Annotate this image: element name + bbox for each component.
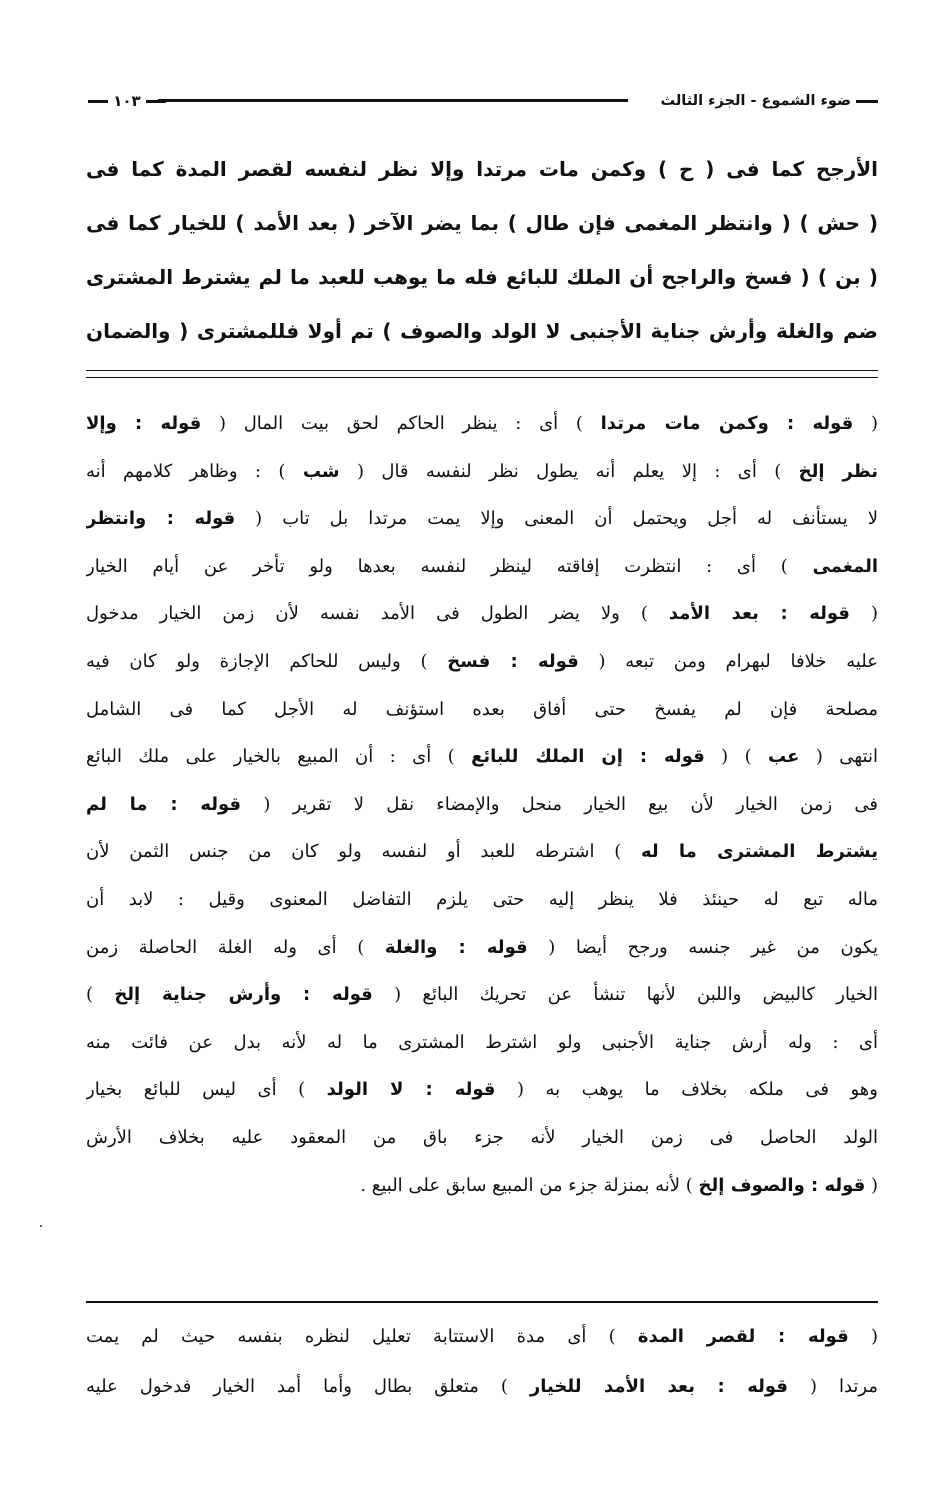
- running-header: [88, 88, 878, 114]
- commentary-line: [86, 971, 878, 1019]
- commentary-line: [86, 400, 878, 448]
- line-text: وهو فى ملكه بخلاف ما يوهب به (: [495, 1079, 878, 1101]
- page-number-dash-right: [146, 100, 166, 103]
- line-text: ) : وظاهر كلامهم أنه: [86, 460, 303, 482]
- line-text: (: [849, 603, 878, 625]
- line-text: يكون من غير جنسه ورجح أيضا (: [527, 936, 878, 958]
- line-text: مرتدا (: [787, 1376, 878, 1397]
- line-text: ) أى : أن المبيع بالخيار على ملك البائع: [86, 746, 472, 768]
- line-text: أى : وله أرش جناية الأجنبى ولو اشترط المشترى ما له لأنه بدل عن فائت منه: [86, 1031, 878, 1053]
- lemma-heading: قوله : وأرش جناية إلخ: [114, 984, 373, 1006]
- header-dash-right: [856, 100, 878, 103]
- main-text-line: ضم والغلة وأرش جناية الأجنبى لا الولد والصوف ) تم أولا فللمشترى ( والضمان: [86, 319, 878, 343]
- section-divider: [86, 370, 878, 378]
- commentary-line: [86, 638, 878, 686]
- lemma-heading: المغمى: [812, 555, 878, 577]
- lemma-heading: قوله : لقصر المدة: [637, 1326, 849, 1347]
- commentary-line: [86, 686, 878, 734]
- line-text: انتهى (: [799, 746, 878, 768]
- footnote-line: [86, 1362, 878, 1412]
- line-text: فى زمن الخيار لأن بيع الخيار منحل والإمضاء نقل لا تقرير (: [241, 793, 878, 815]
- main-text: [86, 142, 878, 358]
- line-text: ) أى مدة الاستتابة تعليل لنظره بنفسه حيث لم يمت: [86, 1326, 638, 1347]
- scan-speck: [40, 1225, 42, 1227]
- commentary-line: [86, 543, 878, 591]
- commentary-line: [86, 781, 878, 829]
- commentary-line: [86, 590, 878, 638]
- footnote-divider: [86, 1301, 878, 1303]
- line-text: ) أى ليس للبائع بخيار: [86, 1079, 327, 1101]
- line-text: (: [865, 1174, 878, 1196]
- commentary: [86, 400, 878, 1209]
- main-text-line: الأرجح كما فى ( ح ) وكمن مات مرتدا وإلا نظر لنفسه لقصر المدة كما فى: [86, 157, 878, 181]
- header-title: [653, 88, 878, 114]
- line-text: ) أى وله الغلة الحاصلة زمن: [86, 936, 385, 958]
- line-text: عليه خلافا لبهرام ومن تبعه (: [578, 650, 878, 672]
- line-text: (: [853, 413, 878, 434]
- commentary-line: [86, 1162, 878, 1210]
- main-text-line: ( حش ) ( وانتظر المغمى فإن طال ) بما يضر الآخر ( بعد الأمد ) للخيار كما فى: [86, 211, 878, 235]
- lemma-heading: قوله : بعد الأمد: [668, 603, 850, 625]
- commentary-line: [86, 1066, 878, 1114]
- lemma-heading: قوله : والصوف إلخ: [698, 1174, 866, 1196]
- line-text: ) لأنه بمنزلة جزء من المبيع سابق على البيع .: [360, 1174, 699, 1196]
- lemma-heading: عب: [768, 746, 800, 768]
- line-text: ) ولا يضر الطول فى الأمد نفسه لأن زمن الخيار مدخول: [86, 603, 669, 625]
- header-rule: [158, 99, 628, 102]
- line-text: لا يستأنف له أجل ويحتمل أن المعنى وإلا يمت مرتدا بل تاب (: [235, 508, 878, 530]
- lemma-heading: نظر إلخ: [798, 460, 878, 482]
- line-text: الولد الحاصل فى زمن الخيار لأنه جزء باق من المعقود عليه بخلاف الأرش: [86, 1126, 878, 1148]
- lemma-heading: قوله : وإلا: [86, 413, 202, 434]
- main-text-line: ( بن ) ( فسخ والراجح أن الملك للبائع فله ما يوهب للعبد ما لم يشترط المشترى: [86, 265, 878, 289]
- lemma-heading: قوله : إن الملك للبائع: [471, 746, 705, 768]
- line-text: ماله تبع له حينئذ فلا ينظر إليه حتى يلزم التفاضل المعنوى وقيل : لابد أن: [86, 888, 878, 910]
- lemma-heading: قوله : وكمن مات مرتدا: [600, 413, 854, 434]
- commentary-line: [86, 1019, 878, 1067]
- commentary-line: [86, 448, 878, 496]
- lemma-heading: قوله : بعد الأمد للخيار: [529, 1376, 788, 1397]
- commentary-line: [86, 876, 878, 924]
- lemma-heading: يشترط المشترى ما له: [640, 841, 878, 863]
- line-text: ) أى : انتظرت إفاقته لينظر لنفسه بعدها ولو تأخر عن أيام الخيار: [86, 555, 813, 577]
- lemma-heading: قوله : وانتظر: [86, 508, 236, 530]
- lemma-heading: قوله : ما لم: [86, 793, 242, 815]
- lemma-heading: قوله : لا الولد: [326, 1079, 496, 1101]
- page-number-dash-left: [88, 100, 108, 103]
- header-title-text: ضوء الشموع - الجزء الثالث: [660, 93, 851, 109]
- lemma-heading: قوله : فسخ: [447, 650, 579, 672]
- line-text: مصلحة فإن لم يفسخ حتى أفاق بعده استؤنف له الأجل كما فى الشامل: [86, 698, 878, 720]
- line-text: ) أى : إلا يعلم أنه يطول نظر لنفسه قال (: [339, 460, 799, 482]
- footnote-line: [86, 1312, 878, 1362]
- commentary-line: [86, 495, 878, 543]
- lemma-heading: شب: [302, 460, 340, 482]
- line-text: (: [848, 1326, 878, 1347]
- line-text: ): [86, 984, 115, 1006]
- line-text: ) متعلق بطال وأما أمد الخيار فدخول عليه: [86, 1376, 530, 1397]
- line-text: ) وليس للحاكم الإجازة ولو كان فيه: [86, 650, 448, 672]
- line-text: ) اشترطه للعبد أو لنفسه ولو كان من جنس الثمن لأن: [86, 841, 641, 863]
- line-text: ) أى : ينظر الحاكم لحق بيت المال (: [201, 413, 601, 434]
- commentary-line: [86, 733, 878, 781]
- commentary-line: [86, 1114, 878, 1162]
- page-number: [88, 88, 166, 114]
- line-text: الخيار كالبيض واللبن لأنها تنشأ عن تحريك البائع (: [372, 984, 878, 1006]
- line-text: ) (: [704, 746, 769, 768]
- commentary-line: [86, 828, 878, 876]
- lemma-heading: قوله : والغلة: [384, 936, 528, 958]
- page-number-text: ١٠٣: [113, 92, 141, 110]
- commentary-line: [86, 924, 878, 972]
- footnote: [86, 1312, 878, 1412]
